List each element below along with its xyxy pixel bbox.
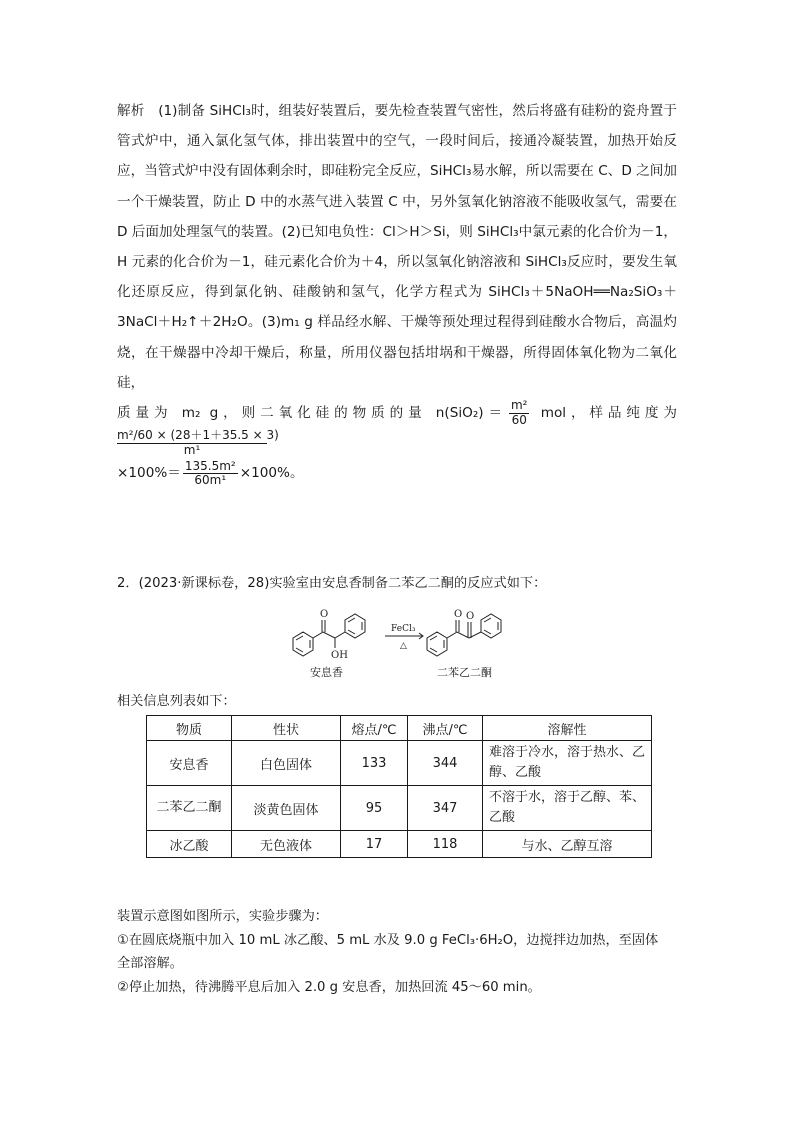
table-row [147,741,652,786]
product-name: 二苯乙二酮 [437,666,492,679]
cell-boiling-point: 347 [408,786,483,831]
cell-substance: 冰乙酸 [147,831,232,858]
purity-suffix: ×100%。 [239,465,304,482]
procedure-steps [117,905,662,999]
product-oxygen-2: O [466,611,475,622]
cell-appearance: 无色液体 [232,831,341,858]
table-row [147,831,652,858]
fraction-result-numerator: 135.5m² [184,458,236,473]
cell-boiling-point: 344 [408,741,483,786]
cell-solubility: 难溶于冷水，溶于热水、乙醇、乙酸 [483,741,652,786]
fraction-result [183,460,238,487]
product-oxygen-1: O [454,609,463,620]
mass-mid: mol，样品纯度为 [531,405,678,422]
fraction-purity-numerator: m²/60 × (28＋1＋35.5 × 3) [117,427,279,442]
cell-boiling-point: 118 [408,831,483,858]
header-melting-point: 熔点/℃ [341,716,408,741]
table-row [147,786,652,831]
fraction-moles-denominator: 60 [511,412,527,427]
fraction-purity-denominator: m¹ [183,442,201,457]
mass-line [117,398,677,458]
question-title: 2．(2023·新课标卷，28)实验室由安息香制备二苯乙二酮的反应式如下： [117,576,547,591]
condition-label: △ [400,641,407,651]
properties-table [146,715,652,858]
purity-prefix: ×100%＝ [117,465,181,482]
fraction-purity [117,427,279,458]
fraction-result-denominator: 60m¹ [194,472,227,487]
fraction-moles [509,399,530,426]
cell-melting-point: 95 [341,786,408,831]
header-substance: 物质 [147,716,232,741]
cell-solubility: 与水、乙醇互溶 [483,831,652,858]
step-1: ①在圆底烧瓶中加入 10 mL 冰乙酸、5 mL 水及 9.0 g FeCl₃·6H₂O，边搅拌边加热，至固体全部溶解。 [117,932,659,971]
fraction-moles-numerator: m² [510,398,528,413]
cell-substance: 二苯乙二酮 [147,786,232,831]
step-2: ②停止加热，待沸腾平息后加入 2.0 g 安息香，加热回流 45～60 min。 [117,979,541,995]
reactant-carbonyl-oxygen: O [320,609,329,620]
table-intro: 相关信息列表如下： [117,694,236,709]
cell-appearance: 白色固体 [232,741,341,786]
reactant-hydroxyl: OH [331,650,348,661]
analysis-paragraph: 解析 (1)制备 SiHCl₃时，组装好装置后，要先检查装置气密性，然后将盛有硅粉的瓷舟置于管式炉中，通入氯化氢气体，排出装置中的空气，一段时间后，接通冷凝装置，加热开始反应，当管式炉中没有固体剩余时，即硅粉完全反应，SiHCl₃易水解，所以需要在 C、D 之间加一个干燥装置，防止 D 中的水蒸气进入装置 C 中，另外氢氧化钠溶液不能吸收氢气，需要在 D 后面加处理氢气的装置。(2)已知电负性：Cl＞H＞Si，则 SiHCl₃中氯元素的化合价为－1，H 元素的化合价为－1，硅元素化合价为＋4，所以氢氧化钠溶液和 SiHCl₃反应时，要发生氧化还原反应，得到氯化钠、硅酸钠和氢气，化学方程式为 SiHCl₃＋5NaOH══Na₂SiO₃＋3NaCl＋H₂↑＋2H₂O。(3)m₁ g 样品经水解、干燥等预处理过程得到硅酸水合物后，高温灼烧，在干燥器中冷却干燥后，称量，所用仪器包括坩埚和干燥器，所得固体氧化物为二氧化硅， [117,103,677,391]
cell-solubility: 不溶于水，溶于乙醇、苯、乙酸 [483,786,652,831]
cell-appearance: 淡黄色固体 [232,786,341,831]
purity-result-line [117,458,677,488]
cell-melting-point: 17 [341,831,408,858]
reaction-scheme [285,600,515,682]
header-boiling-point: 沸点/℃ [408,716,483,741]
steps-intro: 装置示意图如图所示，实验步骤为： [117,909,328,924]
reagent-label: FeCl₃ [391,624,416,634]
reactant-name: 安息香 [310,666,343,679]
cell-melting-point: 133 [341,741,408,786]
header-appearance: 性状 [232,716,341,741]
table-header-row [147,716,652,741]
analysis-section [117,96,677,489]
mass-prefix: 质量为 m₂ g，则二氧化硅的物质的量 n(SiO₂)＝ [117,405,507,422]
header-solubility: 溶解性 [483,716,652,741]
cell-substance: 安息香 [147,741,232,786]
